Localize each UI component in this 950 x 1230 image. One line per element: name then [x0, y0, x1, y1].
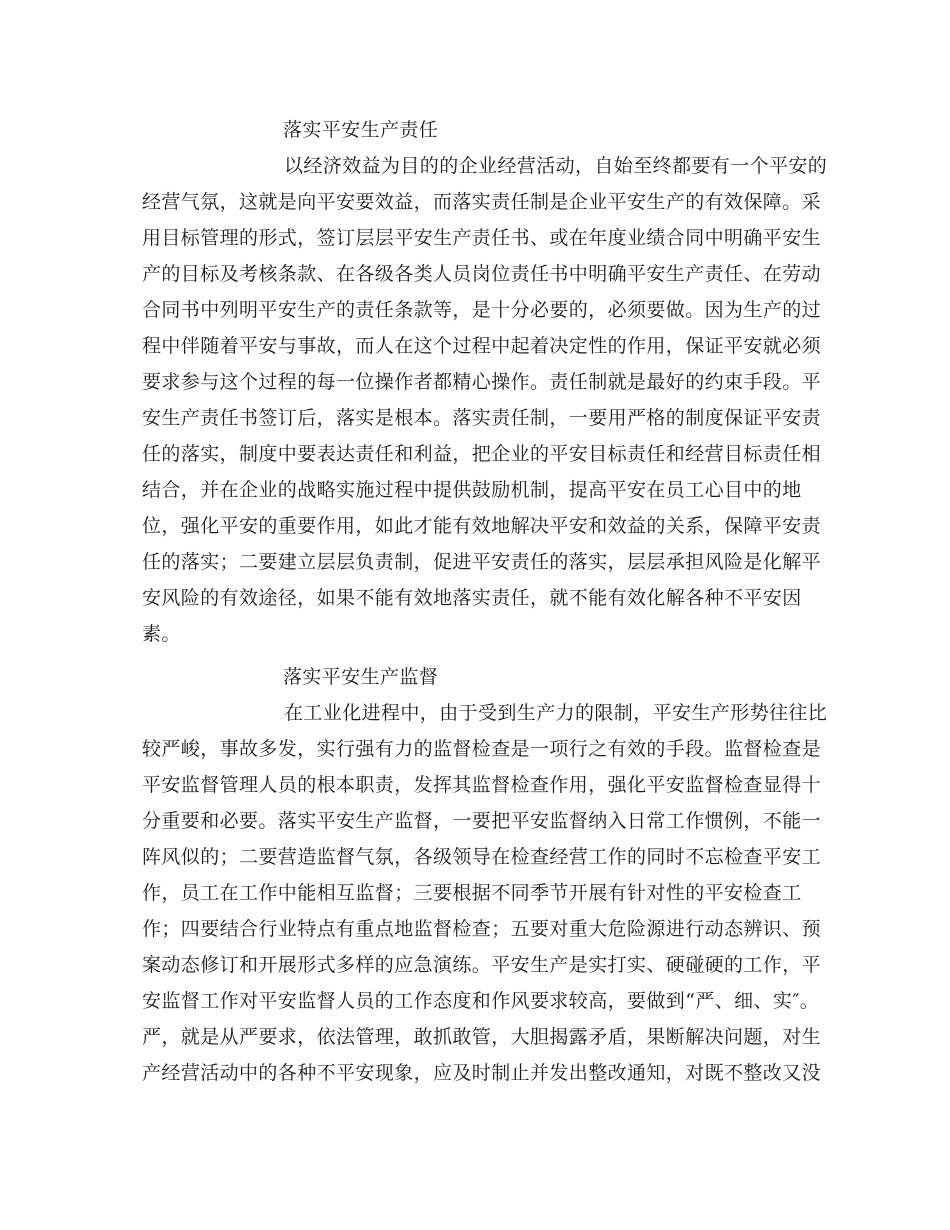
paragraph-line: 分重要和必要。落实平安生产监督，一要把平安监督纳入日常工作惯例，不能一	[142, 810, 822, 832]
paragraph-line: 程中伴随着平安与事故，而人在这个过程中起着决定性的作用，保证平安就必须	[142, 335, 822, 357]
paragraph-line: 以经济效益为目的的企业经营活动，自始至终都要有一个平安的	[284, 155, 828, 177]
paragraph-line: 任的落实；二要建立层层负责制，促进平安责任的落实，层层承担风险是化解平	[142, 551, 822, 573]
section-heading-responsibility: 落实平安生产责任	[283, 119, 439, 141]
paragraph-line: 素。	[142, 623, 181, 645]
paragraph-line: 经营气氛，这就是向平安要效益，而落实责任制是企业平安生产的有效保障。采	[142, 191, 822, 213]
paragraph-line: 在工业化进程中，由于受到生产力的限制，平安生产形势往往比	[284, 702, 828, 724]
paragraph-line: 结合，并在企业的战略实施过程中提供鼓励机制，提高平安在员工心目中的地	[142, 479, 802, 501]
paragraph-line: 案动态修订和开展形式多样的应急演练。平安生产是实打实、硬碰硬的工作，平	[142, 954, 822, 976]
paragraph-line: 阵风似的；二要营造监督气氛，各级领导在检查经营工作的同时不忘检查平安工	[142, 846, 822, 868]
paragraph-line: 作；四要结合行业特点有重点地监督检查；五要对重大危险源进行动态辨识、预	[142, 918, 822, 940]
paragraph-line: 安风险的有效途径，如果不能有效地落实责任，就不能有效化解各种不平安因	[142, 587, 802, 609]
paragraph-line: 较严峻，事故多发，实行强有力的监督检查是一项行之有效的手段。监督检查是	[142, 738, 822, 760]
paragraph-line: 要求参与这个过程的每一位操作者都精心操作。责任制就是最好的约束手段。平	[142, 371, 822, 393]
paragraph-line: 任的落实，制度中要表达责任和利益，把企业的平安目标责任和经营目标责任相	[142, 443, 822, 465]
paragraph-line: 产经营活动中的各种不平安现象，应及时制止并发出整改通知，对既不整改又没	[142, 1062, 822, 1084]
paragraph-line: 产的目标及考核条款、在各级各类人员岗位责任书中明确平安生产责任、在劳动	[142, 263, 822, 285]
paragraph-line: 位，强化平安的重要作用，如此才能有效地解决平安和效益的关系，保障平安责	[142, 515, 822, 537]
paragraph-line: 严，就是从严要求，依法管理，敢抓敢管，大胆揭露矛盾，果断解决问题，对生	[142, 1026, 822, 1048]
paragraph-line: 用目标管理的形式，签订层层平安生产责任书、或在年度业绩合同中明确平安生	[142, 227, 822, 249]
paragraph-line: 安监督工作对平安监督人员的工作态度和作风要求较高，要做到“严、细、实″。	[142, 990, 820, 1012]
paragraph-line: 安生产责任书签订后，落实是根本。落实责任制，一要用严格的制度保证平安责	[142, 407, 822, 429]
section-heading-supervision: 落实平安生产监督	[283, 666, 439, 688]
paragraph-line: 作，员工在工作中能相互监督；三要根据不同季节开展有针对性的平安检查工	[142, 882, 802, 904]
paragraph-line: 合同书中列明平安生产的责任条款等，是十分必要的，必须要做。因为生产的过	[142, 299, 822, 321]
paragraph-line: 平安监督管理人员的根本职责，发挥其监督检查作用，强化平安监督检查显得十	[142, 774, 822, 796]
